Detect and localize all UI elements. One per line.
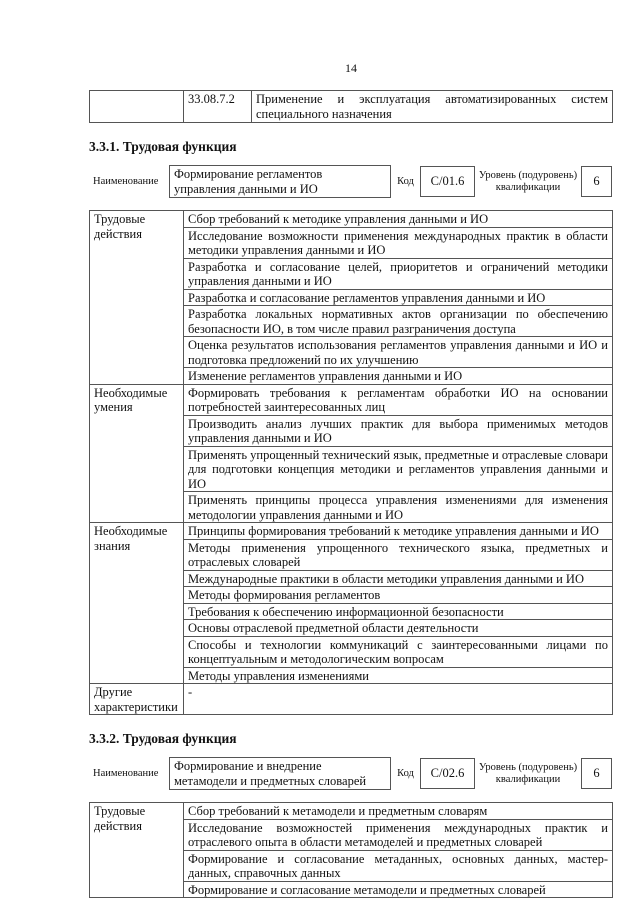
table-row	[90, 803, 613, 820]
group-item: Сбор требований к методике управления данными и ИО	[184, 211, 613, 228]
function-code: C/02.6	[420, 758, 475, 789]
group-item: Методы управления изменениями	[184, 667, 613, 684]
table-row	[90, 384, 613, 415]
group-item: Методы формирования регламентов	[184, 587, 613, 604]
group-item: Применять принципы процесса управления изменениями для изменения методологии управления данными и ИО	[184, 492, 613, 523]
function-name-row	[89, 165, 613, 198]
name-label: Наименование	[93, 767, 159, 779]
group-item: Требования к обеспечению информационной безопасности	[184, 603, 613, 620]
group-item: Методы применения упрощенного технического языка, предметных и отраслевых словарей	[184, 539, 613, 570]
group-item: Разработка локальных нормативных актов организации по обеспечению безопасности ИО, в том числе правил разграничения доступа	[184, 306, 613, 337]
group-item: Международные практики в области методики управления данными и ИО	[184, 570, 613, 587]
qualification-level: 6	[581, 758, 612, 789]
level-label: Уровень (подуровень) квалификации	[478, 761, 578, 785]
okz-name: Применение и эксплуатация автоматизированных систем специального назначения	[252, 91, 613, 123]
function-name: Формирование и внедрение метамодели и предметных словарей	[169, 757, 391, 790]
function-code: C/01.6	[420, 166, 475, 197]
okz-code: 33.08.7.2	[184, 91, 252, 123]
group-item: Производить анализ лучших практик для выбора применимых методов управления данными и ИО	[184, 415, 613, 446]
empty-cell	[90, 91, 184, 123]
function-name: Формирование регламентов управления данными и ИО	[169, 165, 391, 198]
name-label: Наименование	[93, 175, 159, 187]
group-title: Необходимые умения	[90, 384, 184, 523]
code-label: Код	[397, 175, 414, 187]
top-table	[89, 90, 613, 123]
qualification-level: 6	[581, 166, 612, 197]
group-item: Формировать требования к регламентам обработки ИО на основании потребностей заинтересованных лиц	[184, 384, 613, 415]
group-item: Разработка и согласование целей, приоритетов и ограничений методики управления данными и ИО	[184, 258, 613, 289]
group-item: Исследование возможности применения международных практик в области методики управления данными и ИО	[184, 227, 613, 258]
group-title: Трудовые действия	[90, 211, 184, 385]
group-title: Трудовые действия	[90, 803, 184, 898]
group-item: Изменение регламентов управления данными и ИО	[184, 368, 613, 385]
group-item: Оценка результатов использования регламентов управления данными и ИО и подготовка предложений по их улучшению	[184, 337, 613, 368]
group-item: Способы и технологии коммуникаций с заинтересованными лицами по концептуальным и методологическим вопросам	[184, 636, 613, 667]
group-item: Основы отраслевой предметной области деятельности	[184, 620, 613, 637]
group-item: -	[184, 684, 613, 715]
group-item: Разработка и согласование регламентов управления данными и ИО	[184, 289, 613, 306]
page-number: 14	[345, 61, 357, 75]
group-item: Сбор требований к метамодели и предметным словарям	[184, 803, 613, 820]
group-item: Применять упрощенный технический язык, предметные и отраслевые словари для подготовки концепция методики и регламентов управления данными и ИО	[184, 446, 613, 492]
function-table	[89, 802, 613, 898]
group-title: Необходимые знания	[90, 523, 184, 684]
table-row	[90, 211, 613, 228]
level-label: Уровень (подуровень) квалификации	[478, 169, 578, 193]
section-heading: 3.3.1. Трудовая функция	[89, 139, 237, 154]
code-label: Код	[397, 767, 414, 779]
group-item: Формирование и согласование метаданных, основных данных, мастер-данных, справочных данных	[184, 850, 613, 881]
section-heading: 3.3.2. Трудовая функция	[89, 731, 237, 746]
group-item: Исследование возможностей применения международных практик и отраслевого опыта в области метамоделей и предметных словарей	[184, 819, 613, 850]
table-row	[90, 523, 613, 540]
table-row	[90, 684, 613, 715]
group-title: Другие характеристики	[90, 684, 184, 715]
group-item: Формирование и согласование метамодели и предметных словарей	[184, 881, 613, 898]
sections	[89, 139, 613, 898]
function-name-row	[89, 757, 613, 790]
function-table	[89, 210, 613, 715]
group-item: Принципы формирования требований к методике управления данными и ИО	[184, 523, 613, 540]
